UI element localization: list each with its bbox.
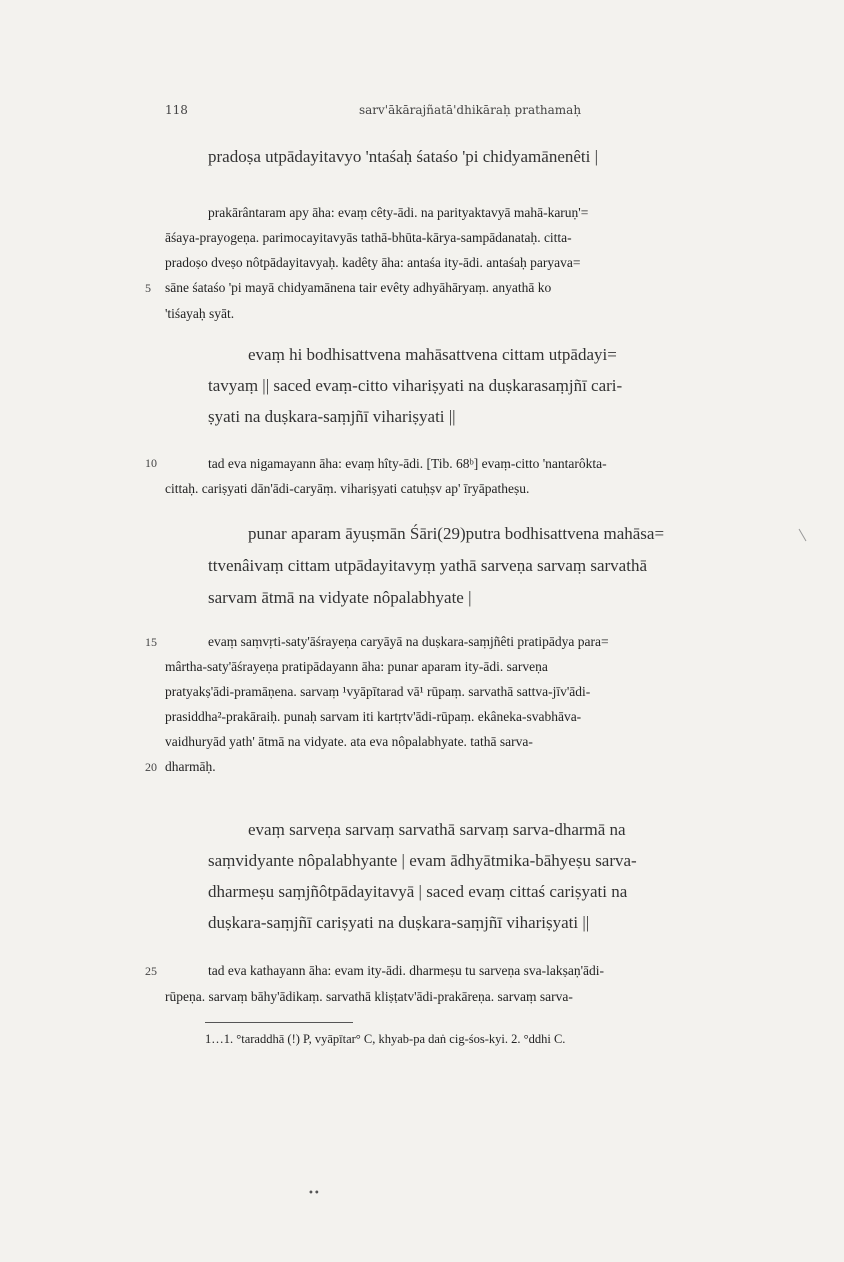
line-number: 5 <box>145 281 151 295</box>
commentary-line: tad eva kathayann āha: evam ity-ādi. dharmeṣu tu sarveṇa sva-lakṣaṇ'ādi- <box>208 963 605 978</box>
root-text-line: saṃvidyante nôpalabhyante | evam ādhyātmika-bāhyeṣu sarva- <box>208 851 637 870</box>
commentary-line: prasiddha²-prakāraiḥ. punaḥ sarvam iti kartṛtv'ādi-rūpaṃ. ekâneka-svabhāva- <box>165 709 582 724</box>
commentary-line: evaṃ saṃvṛti-saty'āśrayeṇa caryāyā na duṣkara-saṃjñêti pratipādya para= <box>208 634 609 649</box>
commentary-line: pratyakṣ'ādi-pramāṇena. sarvaṃ ¹vyāpītarad vā¹ rūpaṃ. sarvathā sattva-jīv'ādi- <box>165 684 591 699</box>
commentary-line: mârtha-saty'āśrayeṇa pratipādayann āha: punar aparam ity-ādi. sarveṇa <box>165 659 548 674</box>
commentary-line: prakārântaram apy āha: evaṃ cêty-ādi. na parityaktavyā mahā-karuṇ'= <box>208 205 589 220</box>
commentary-line: cittaḥ. cariṣyati dān'ādi-caryāṃ. vihariṣyati catuḥṣv ap' īryāpatheṣu. <box>165 481 530 496</box>
line-number: 25 <box>145 964 157 978</box>
root-text-line: evaṃ sarveṇa sarvaṃ sarvathā sarvaṃ sarva-dharmā na <box>248 820 626 839</box>
commentary-line: āśaya-prayogeṇa. parimocayitavyās tathā-bhūta-kārya-sampādanataḥ. citta- <box>165 230 572 245</box>
root-text-line: dharmeṣu saṃjñôtpādayitavyā | saced evaṃ cittaś cariṣyati na <box>208 882 628 901</box>
margin-tick <box>799 529 807 542</box>
root-text-line: tavyaṃ || saced evaṃ-citto vihariṣyati na duṣkarasaṃjñī cari- <box>208 376 623 395</box>
root-text-line: pradoṣa utpādayitavyo 'ntaśaḥ śataśo 'pi chidyamānenêti | <box>208 147 599 166</box>
root-text-line: ttvenâivaṃ cittam utpādayitavyṃ yathā sarveṇa sarvaṃ sarvathā <box>208 556 647 575</box>
line-number: 20 <box>145 760 157 774</box>
commentary-line: dharmāḥ. <box>165 759 216 774</box>
commentary-line: sāne śataśo 'pi mayā chidyamānena tair evêty adhyāhāryaṃ. anyathā ko <box>165 280 552 295</box>
commentary-line: pradoṣo dveṣo nôtpādayitavyaḥ. kadêty āha: antaśa ity-ādi. antaśaḥ paryava= <box>165 255 581 270</box>
commentary-line: tad eva nigamayann āha: evaṃ hîty-ādi. [Tib. 68ᵇ] evaṃ-citto 'nantarôkta- <box>208 456 607 471</box>
commentary-line: rūpeṇa. sarvaṃ bāhy'ādikaṃ. sarvathā kliṣṭatv'ādi-prakāreṇa. sarvaṃ sarva- <box>165 989 573 1004</box>
line-number: 15 <box>145 635 157 649</box>
line-number: 10 <box>145 456 157 470</box>
root-text-line: evaṃ hi bodhisattvena mahāsattvena cittam utpādayi= <box>248 345 617 364</box>
page-number: 118 <box>165 103 188 117</box>
footnote: 1…1. °taraddhā (!) P, vyāpītar° C, khyab-pa daṅ cig-śos-kyi. 2. °ddhi C. <box>205 1032 566 1046</box>
commentary-line: vaidhuryād yath' ātmā na vidyate. ata eva nôpalabhyate. tathā sarva- <box>165 734 533 749</box>
commentary-line: 'tiśayaḥ syāt. <box>165 306 235 321</box>
running-title: sarv'ākārajñatā'dhikāraḥ prathamaḥ <box>358 103 582 117</box>
footnote-rule <box>205 1022 353 1023</box>
root-text-line: punar aparam āyuṣmān Śāri(29)putra bodhisattvena mahāsa= <box>248 524 665 543</box>
bottom-mark: •• <box>308 1188 320 1199</box>
root-text-line: ṣyati na duṣkara-saṃjñī vihariṣyati || <box>208 407 456 426</box>
root-text-line: sarvam ātmā na vidyate nôpalabhyate | <box>208 588 472 607</box>
root-text-line: duṣkara-saṃjñī cariṣyati na duṣkara-saṃjñī vihariṣyati || <box>208 913 590 932</box>
